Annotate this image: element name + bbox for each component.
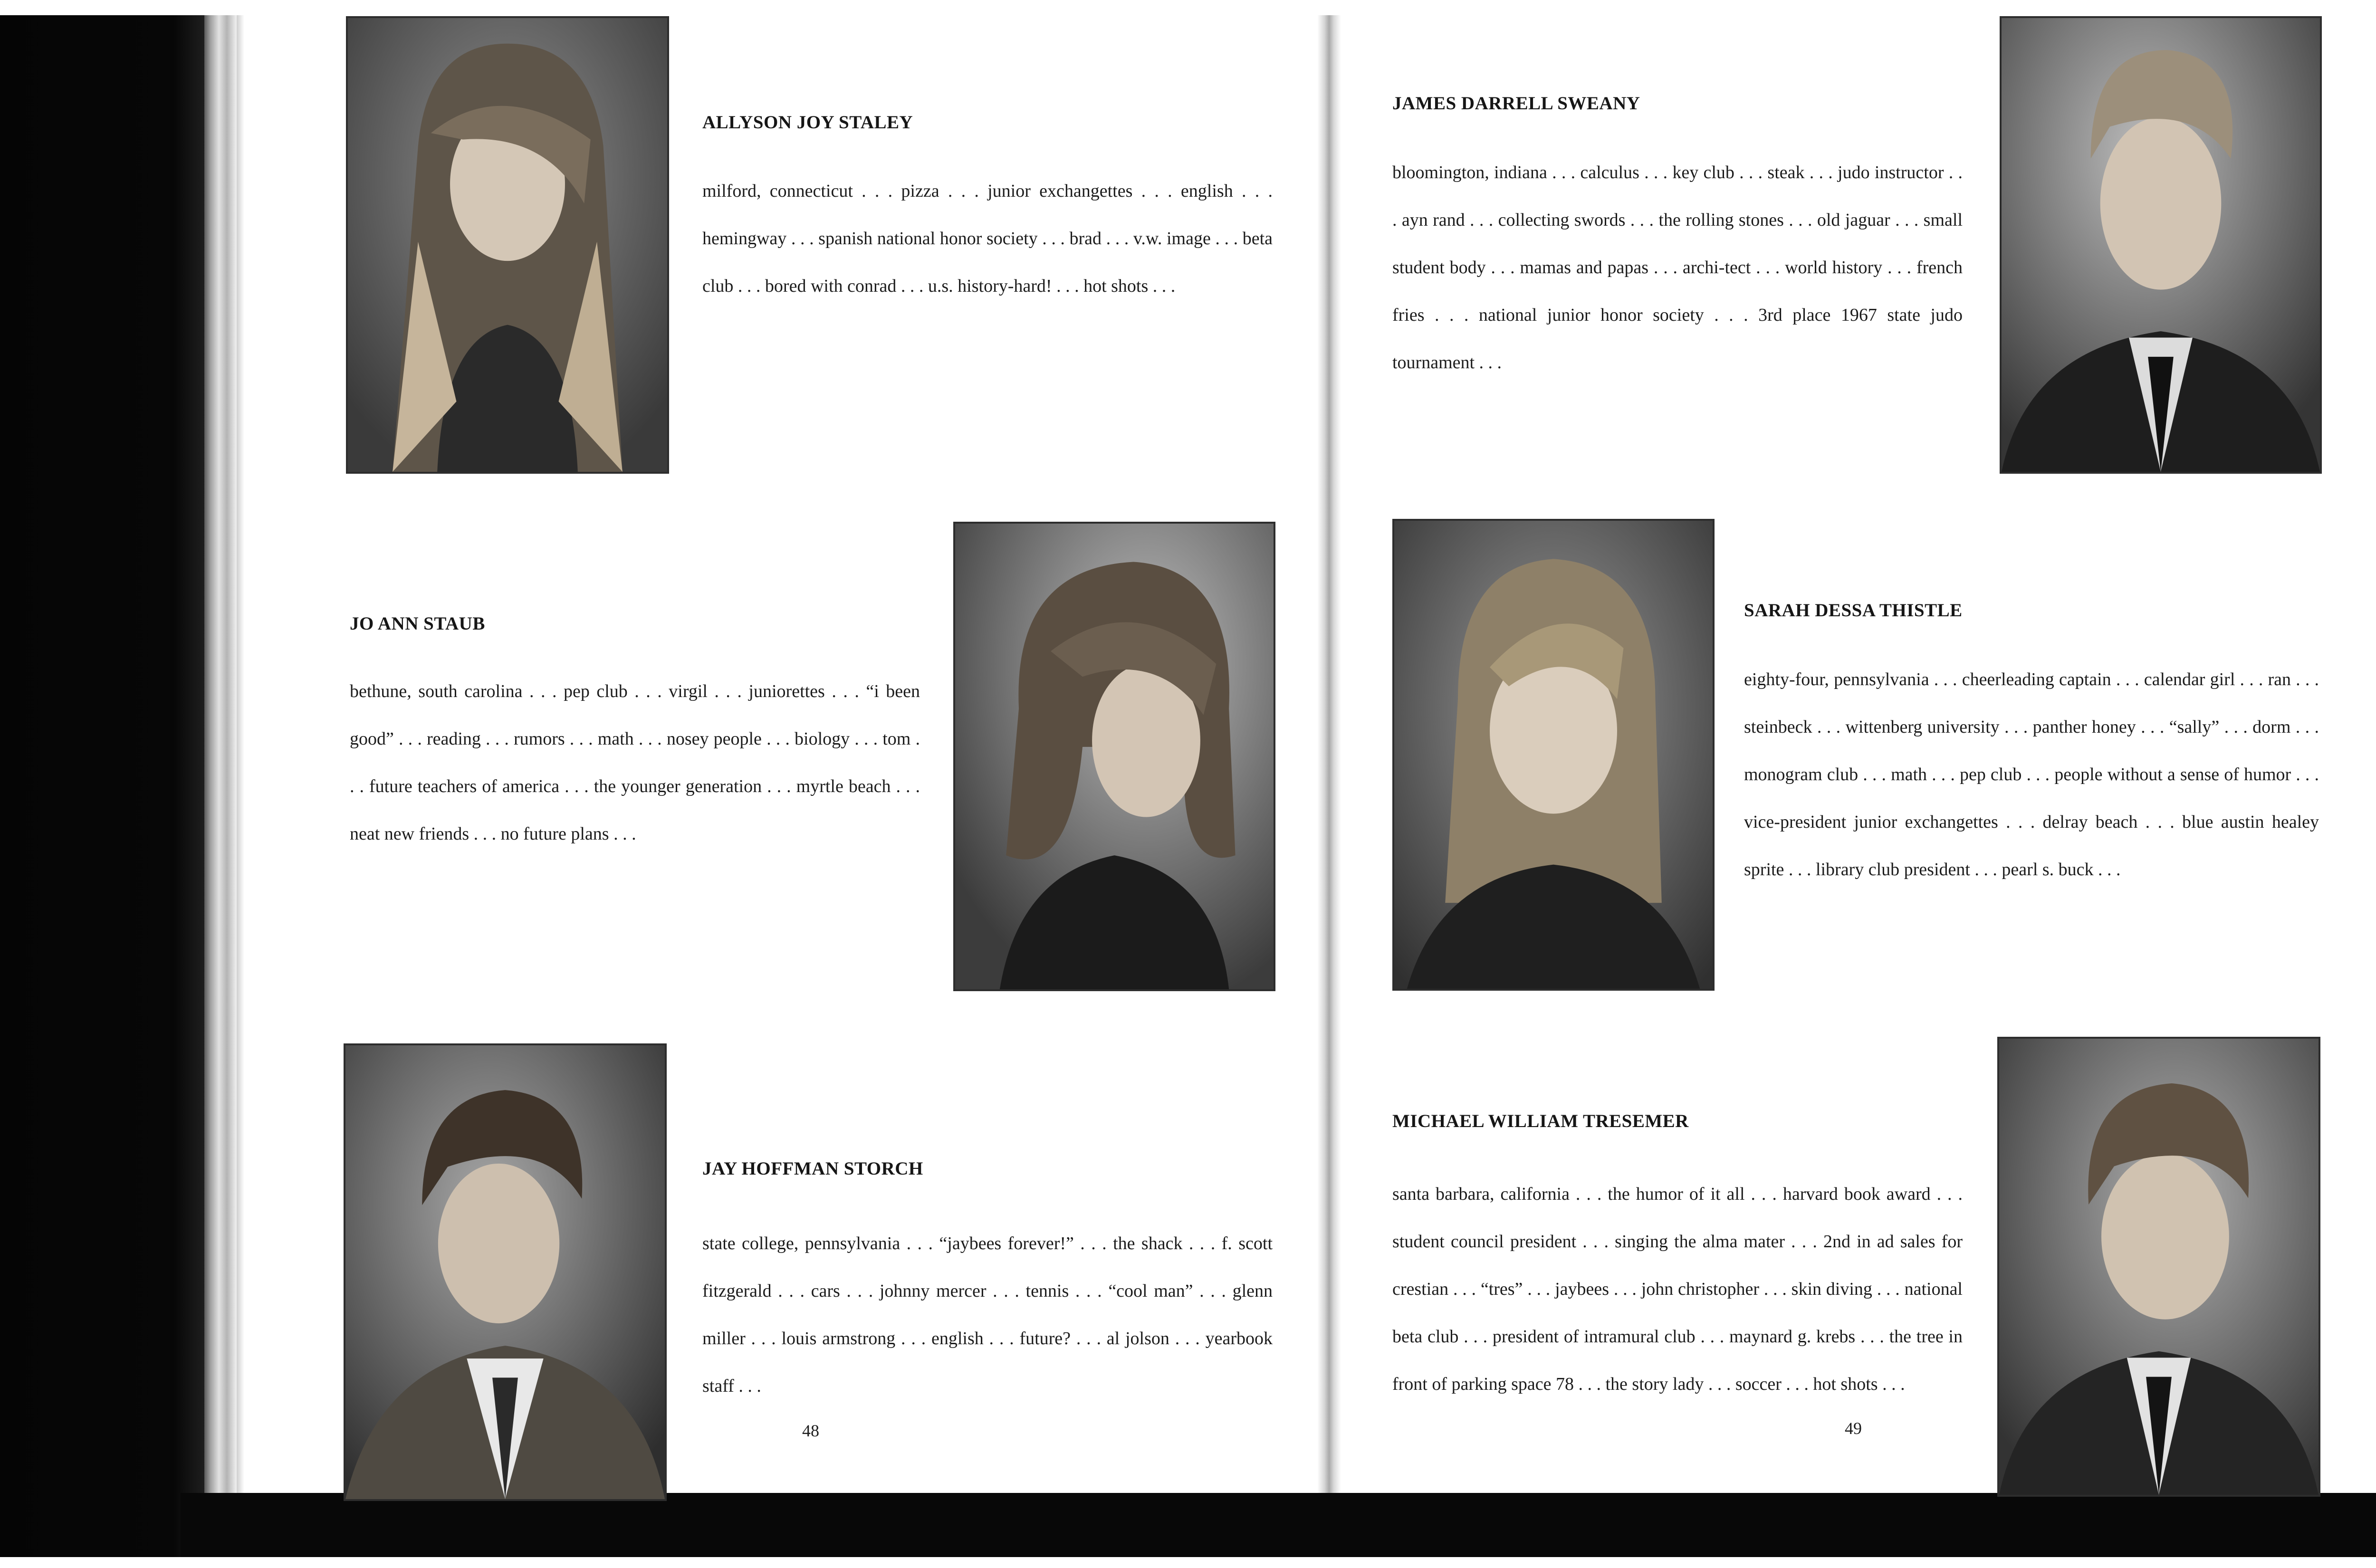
student-bio: milford, connecticut . . . pizza . . . junior exchangettes . . . english . . . hemingway . . . spanish national honor society . . . brad . . . v.w. image . . . beta club . . . bored with conrad . . . u.s. history-hard! . . . hot shots . . .	[702, 181, 1273, 296]
student-name: JAY HOFFMAN STORCH	[702, 1158, 923, 1179]
right-page	[1335, 0, 2376, 1568]
student-bio: eighty-four, pennsylvania . . . cheerleading captain . . . calendar girl . . . ran . . . steinbeck . . . wittenberg university . . . panther honey . . . “sally” . . . dorm . . . monogram club . . . math . . . pep club . . . people without a sense of humor . . . vice-president junior exchangettes . . . delray beach . . . blue austin healey sprite . . . library club president . . . pearl s. buck . . .	[1744, 669, 2319, 880]
portrait-photo	[346, 16, 669, 474]
portrait-photo	[2000, 16, 2322, 474]
portrait-photo	[1392, 519, 1715, 991]
page-number: 49	[1845, 1419, 1862, 1438]
page-number: 48	[802, 1421, 819, 1440]
student-bio: state college, pennsylvania . . . “jaybees forever!” . . . the shack . . . f. scott fitzgerald . . . cars . . . johnny mercer . . . tennis . . . “cool man” . . . glenn miller . . . louis armstrong . . . english . . . future? . . . al jolson . . . yearbook staff . . .	[702, 1233, 1273, 1396]
portrait-photo	[953, 522, 1275, 991]
student-name: JO ANN STAUB	[350, 613, 485, 634]
student-bio: santa barbara, california . . . the humor of it all . . . harvard book award . . . student council president . . . singing the alma mater . . . 2nd in ad sales for crestian . . . “tres” . . . jaybees . . . john christopher . . . skin diving . . . national beta club . . . president of intramural club . . . maynard g. krebs . . . the tree in front of parking space 78 . . . the story lady . . . soccer . . . hot shots . . .	[1392, 1184, 1963, 1394]
portrait-photo	[344, 1043, 667, 1501]
portrait-photo	[1997, 1037, 2320, 1497]
student-bio: bethune, south carolina . . . pep club . . . virgil . . . juniorettes . . . “i been good” . . . reading . . . rumors . . . math . . . nosey people . . . biology . . . tom . . . future teachers of america . . . the younger generation . . . myrtle beach . . . neat new friends . . . no future plans . . .	[350, 681, 920, 844]
student-name: SARAH DESSA THISTLE	[1744, 600, 1963, 621]
student-bio: bloomington, indiana . . . calculus . . . key club . . . steak . . . judo instructor . . . ayn rand . . . collecting swords . . . the rolling stones . . . old jaguar . . . small student body . . . mamas and papas . . . archi-tect . . . world history . . . french fries . . . national junior honor society . . . 3rd place 1967 state judo tournament . . .	[1392, 163, 1963, 373]
student-name: ALLYSON JOY STALEY	[702, 112, 913, 133]
student-name: JAMES DARRELL SWEANY	[1392, 93, 1640, 114]
student-name: MICHAEL WILLIAM TRESEMER	[1392, 1111, 1689, 1131]
